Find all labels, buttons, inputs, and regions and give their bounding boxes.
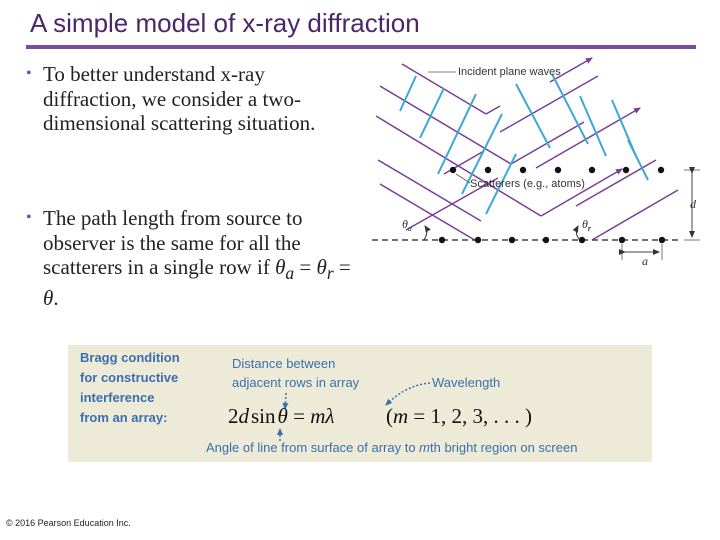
theta-a-label: $\theta_a$ <box>402 217 412 233</box>
bragg-svg <box>68 345 652 462</box>
distance-label <box>232 356 360 390</box>
wavelength-arrow <box>386 383 430 405</box>
svg-text:adjacent rows in array: adjacent rows in array <box>232 375 360 390</box>
bragg-condition-box <box>68 345 652 462</box>
scatterer-row-bottom <box>372 237 680 243</box>
theta-a-arc <box>424 226 427 240</box>
bragg-heading-line: interference <box>80 390 155 405</box>
angle-label: Angle of line from surface of array to mth bright region on screen <box>206 440 578 455</box>
scattering-diagram <box>366 56 706 271</box>
incident-rays <box>376 64 541 242</box>
equals-sign: = <box>333 255 351 279</box>
bragg-heading-line: from an array: <box>80 410 168 425</box>
subscript-a: a <box>285 263 295 284</box>
scatterer-row-top <box>450 167 664 173</box>
bragg-heading-line: for constructive <box>80 370 179 385</box>
order-condition: (m = 1, 2, 3, . . . ) <box>386 404 533 428</box>
bullet-dot: • <box>26 65 32 82</box>
wavefront-lines <box>400 74 648 214</box>
bullet-1 <box>26 62 356 136</box>
bullet-dot: • <box>26 209 32 226</box>
bragg-heading-line: Bragg condition <box>80 350 180 365</box>
slide-title: A simple model of x-ray diffraction <box>30 8 420 38</box>
bragg-heading <box>80 350 180 425</box>
theta-symbol: θ <box>275 255 286 279</box>
copyright-notice: © 2016 Pearson Education Inc. <box>6 518 131 528</box>
period: . <box>53 285 59 310</box>
scattering-svg <box>366 56 706 271</box>
subscript-r: r <box>326 263 334 284</box>
bullet-2 <box>26 206 356 310</box>
theta-r-arc <box>576 226 580 240</box>
reflected-rays <box>406 58 678 240</box>
scatterers-label: Scatterers (e.g., atoms) <box>470 178 585 190</box>
theta-r-label: $\theta_r$ <box>582 217 592 233</box>
incident-waves-label: Incident plane waves <box>458 66 561 78</box>
title-underline <box>26 45 696 49</box>
theta-symbol: θ <box>43 285 54 310</box>
wavelength-label: Wavelength <box>432 375 501 390</box>
scatterers-leader <box>456 174 470 183</box>
d-label: d <box>690 197 696 211</box>
bragg-equation: 2dsinθ = mλ <box>228 404 335 428</box>
a-label: a <box>642 254 648 268</box>
equals-sign: = <box>294 255 317 279</box>
bullet-2-prefix: The path length from source to observer is the same for all the scatterers in a single row if <box>43 206 303 279</box>
theta-symbol: θ <box>316 255 327 279</box>
svg-text:Distance between: Distance between <box>232 356 336 371</box>
bullet-2-text <box>26 206 356 310</box>
bullet-1-text: To better understand x-ray diffraction, we consider a two-dimensional scattering situation. <box>43 62 316 135</box>
